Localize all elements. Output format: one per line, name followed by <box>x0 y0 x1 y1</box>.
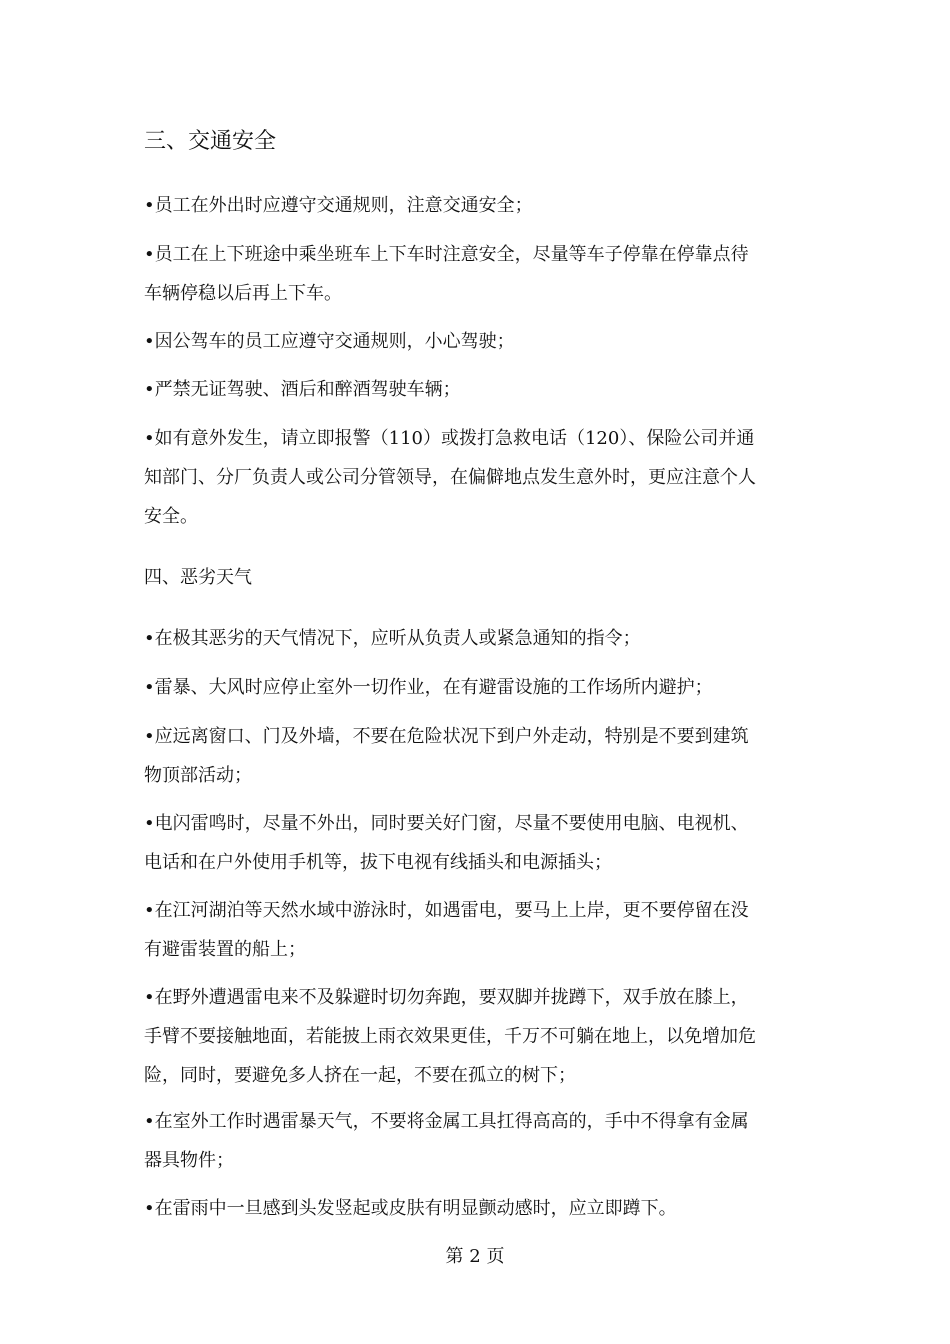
text-line: •在江河湖泊等天然水域中游泳时，如遇雷电，要马上上岸，更不要停留在没 <box>144 900 749 921</box>
text-line: •严禁无证驾驶、酒后和醉酒驾驶车辆； <box>144 379 461 400</box>
text-line: 险，同时，要避免多人挤在一起，不要在孤立的树下； <box>144 1065 576 1086</box>
text-line: 器具物件； <box>144 1150 234 1171</box>
text-line: 手臂不要接触地面，若能披上雨衣效果更佳，千万不可躺在地上，以免增加危 <box>144 1026 756 1047</box>
list-item <box>144 322 808 361</box>
list-item <box>144 235 808 313</box>
list-item <box>144 717 808 795</box>
text-line: •在极其恶劣的天气情况下，应听从负责人或紧急通知的指令； <box>144 628 641 649</box>
list-item <box>144 891 808 969</box>
text-line: •员工在上下班途中乘坐班车上下车时注意安全，尽量等车子停靠在停靠点待 <box>144 244 749 265</box>
list-item <box>144 1189 808 1228</box>
section-heading-severe-weather: 四、恶劣天气 <box>144 567 252 588</box>
text-line: •在室外工作时遇雷暴天气，不要将金属工具扛得高高的，手中不得拿有金属 <box>144 1111 749 1132</box>
text-line: •员工在外出时应遵守交通规则，注意交通安全； <box>144 195 533 216</box>
text-line: 物顶部活动； <box>144 765 252 786</box>
text-line: •在野外遭遇雷电来不及躲避时切勿奔跑，要双脚并拢蹲下，双手放在膝上， <box>144 987 749 1008</box>
text-line: •在雷雨中一旦感到头发竖起或皮肤有明显颤动感时，应立即蹲下。 <box>144 1198 677 1219</box>
text-line: •应远离窗口、门及外墙，不要在危险状况下到户外走动，特别是不要到建筑 <box>144 726 749 747</box>
text-line: 电话和在户外使用手机等，拔下电视有线插头和电源插头； <box>144 852 612 873</box>
page-number: 第 2 页 <box>445 1246 505 1267</box>
text-line: •电闪雷鸣时，尽量不外出，同时要关好门窗，尽量不要使用电脑、电视机、 <box>144 813 749 834</box>
text-line: 安全。 <box>144 506 198 527</box>
text-line: •雷暴、大风时应停止室外一切作业，在有避雷设施的工作场所内避护； <box>144 677 713 698</box>
section-heading-traffic-safety: 三、交通安全 <box>144 129 277 154</box>
text-line: •如有意外发生，请立即报警（110）或拨打急救电话（120）、保险公司并通 <box>144 428 755 449</box>
list-item <box>144 668 808 707</box>
list-item <box>144 1102 808 1180</box>
text-line: •因公驾车的员工应遵守交通规则，小心驾驶； <box>144 331 515 352</box>
list-item <box>144 619 808 658</box>
list-item <box>144 186 808 225</box>
list-item <box>144 978 808 1095</box>
list-item <box>144 419 808 536</box>
text-line: 知部门、分厂负责人或公司分管领导，在偏僻地点发生意外时，更应注意个人 <box>144 467 756 488</box>
list-item <box>144 370 808 409</box>
list-item <box>144 804 808 882</box>
text-line: 有避雷装置的船上； <box>144 939 306 960</box>
text-line: 车辆停稳以后再上下车。 <box>144 283 342 304</box>
